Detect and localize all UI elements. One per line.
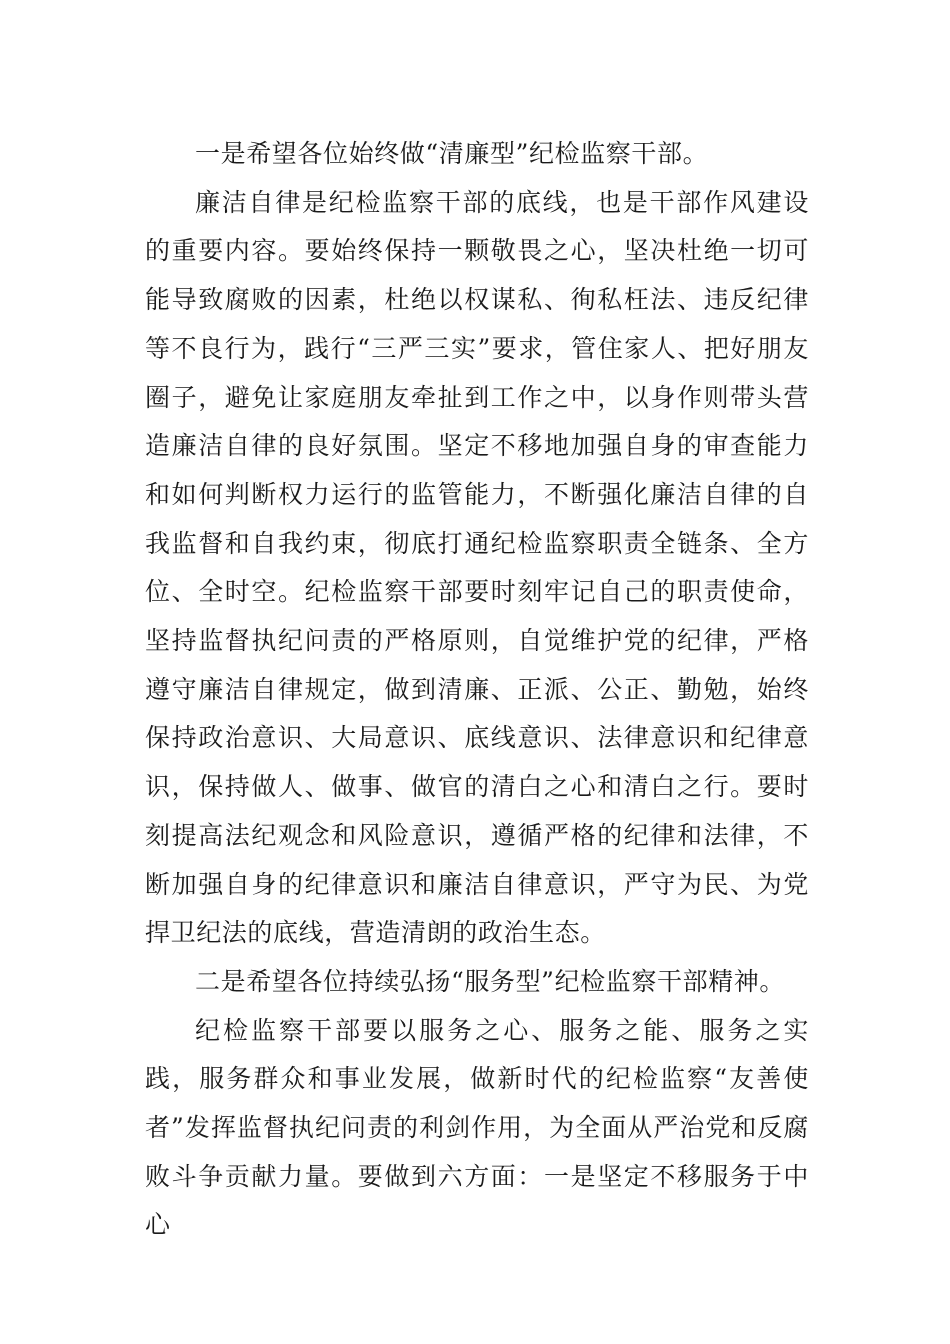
paragraph-body-2: 纪检监察干部要以服务之心、服务之能、服务之实践，服务群众和事业发展，做新时代的纪检监察“友善使者”发挥监督执纪问责的利剑作用，为全面从严治党和反腐败斗争贡献力量。要做到六方面：一是坚定不移服务于中心	[145, 1015, 809, 1240]
paragraph-heading-1: 一是希望各位始终做“清廉型”纪检监察干部。	[195, 139, 709, 168]
document-body	[145, 130, 809, 1250]
paragraph-body-1: 廉洁自律是纪检监察干部的底线，也是干部作风建设的重要内容。要始终保持一颗敬畏之心，坚决杜绝一切可能导致腐败的因素，杜绝以权谋私、徇私枉法、违反纪律等不良行为，践行“三严三实”要求，管住家人、把好朋友圈子，避免让家庭朋友牵扯到工作之中，以身作则带头营造廉洁自律的良好氛围。坚定不移地加强自身的审查能力和如何判断权力运行的监管能力，不断强化廉洁自律的自我监督和自我约束，彻底打通纪检监察职责全链条、全方位、全时空。纪检监察干部要时刻牢记自己的职责使命，坚持监督执纪问责的严格原则，自觉维护党的纪律，严格遵守廉洁自律规定，做到清廉、正派、公正、勤勉，始终保持政治意识、大局意识、底线意识、法律意识和纪律意识，保持做人、做事、做官的清白之心和清白之行。要时刻提高法纪观念和风险意识，遵循严格的纪律和法律，不断加强自身的纪律意识和廉洁自律意识，严守为民、为党捍卫纪法的底线，营造清朗的政治生态。	[145, 187, 809, 948]
paragraph-heading-2: 二是希望各位持续弘扬“服务型”纪检监察干部精神。	[195, 966, 785, 996]
